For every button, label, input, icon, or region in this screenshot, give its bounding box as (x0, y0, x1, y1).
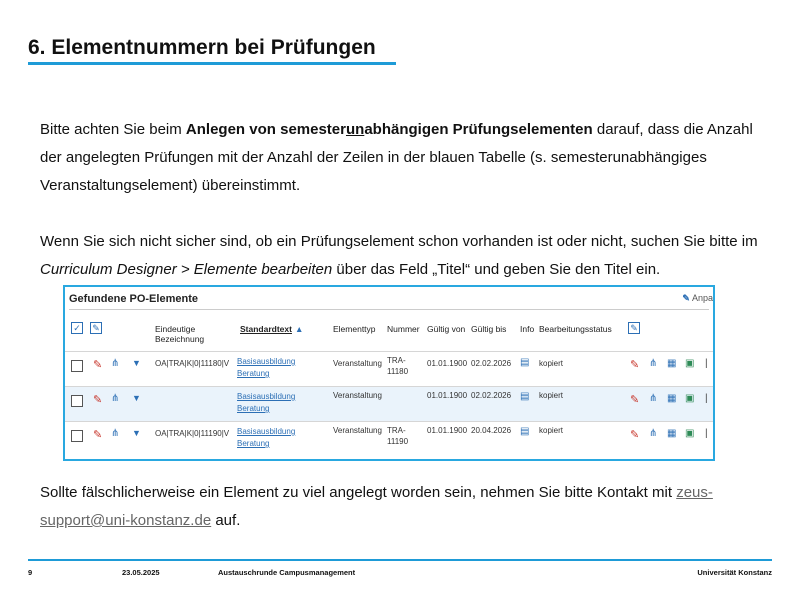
info-book-icon[interactable]: ▤ (520, 391, 530, 402)
row-standardtext-link[interactable]: Basisausbildung (237, 357, 296, 366)
pencil-icon: ✎ (682, 293, 690, 303)
adjust-link[interactable] (682, 293, 713, 304)
row-bezeichnung: OA|TRA|K|0|11190|V (155, 429, 230, 438)
header-action-icon[interactable]: ✎ (628, 322, 640, 334)
footer-organization: Universität Konstanz (697, 568, 772, 577)
adjust-label: Anpa (691, 293, 713, 303)
hierarchy-icon[interactable]: ⋔ (649, 428, 658, 439)
hierarchy-icon[interactable]: ⋔ (649, 393, 658, 404)
row-bezeichnung: OA|TRA|K|0|11180|V (155, 359, 230, 368)
grid-icon[interactable]: ▦ (667, 358, 677, 369)
paragraph-2 (40, 228, 760, 284)
header-gueltig-bis: Gültig bis (471, 324, 507, 334)
row-checkbox[interactable] (71, 360, 83, 372)
separator-icon: | (705, 428, 708, 439)
page-title: 6. Elementnummern bei Prüfungen (28, 36, 376, 59)
row-gueltig-bis: 20.04.2026 (471, 426, 512, 435)
table-row (65, 386, 713, 421)
row-checkbox[interactable] (71, 395, 83, 407)
row-gueltig-von: 01.01.1900 (427, 359, 468, 368)
header-bezeichnung: Eindeutige Bezeichnung (155, 324, 205, 344)
edit-pencil-icon[interactable]: ✎ (630, 394, 640, 406)
header-nummer: Nummer (387, 324, 420, 334)
footer-divider (28, 559, 772, 561)
header-gueltig-von: Gültig von (427, 324, 466, 334)
row-elementtyp: Veranstaltung (333, 391, 382, 400)
p1-text-1: Bitte achten Sie beim (40, 121, 186, 138)
row-standardtext-link[interactable]: Basisausbildung (237, 427, 296, 436)
table-row (65, 421, 713, 456)
p2-italic-path: Curriculum Designer > Elemente bearbeiten (40, 261, 333, 278)
hierarchy-icon[interactable]: ⋔ (111, 428, 120, 439)
header-info: Info (520, 324, 535, 334)
chevron-down-icon[interactable]: ▼ (132, 393, 141, 403)
hierarchy-icon[interactable]: ⋔ (111, 358, 120, 369)
separator-icon: | (705, 393, 708, 404)
paragraph-3 (40, 479, 760, 535)
p1-bold-1: Anlegen von semester (185, 121, 346, 138)
table-header (65, 319, 713, 349)
chevron-down-icon[interactable]: ▼ (132, 358, 141, 368)
p1-bold-2: abhängigen Prüfungselementen (364, 121, 593, 138)
row-standardtext-link[interactable]: Basisausbildung (237, 392, 296, 401)
calendar-icon[interactable]: ▣ (685, 428, 695, 439)
panel-title: Gefundene PO-Elemente (69, 293, 198, 305)
info-book-icon[interactable]: ▤ (520, 357, 530, 368)
row-elementtyp: Veranstaltung (333, 359, 382, 368)
sort-up-icon: ▲ (294, 324, 304, 334)
p2-text-1: Wenn Sie sich nicht sicher sind, ob ein Prüfungselement schon vorhanden ist oder nicht, suchen Sie bitte im (40, 233, 758, 250)
row-status: kopiert (539, 391, 564, 400)
row-nummer-1: TRA- (387, 426, 406, 435)
info-book-icon[interactable]: ▤ (520, 426, 530, 437)
support-email-link[interactable]: zeus-support@uni-konstanz.de (40, 484, 713, 529)
row-gueltig-von: 01.01.1900 (427, 426, 468, 435)
row-gueltig-bis: 02.02.2026 (471, 359, 512, 368)
po-elements-screenshot (63, 285, 715, 461)
panel-divider (69, 309, 709, 310)
edit-pencil-icon[interactable]: ✎ (630, 429, 640, 441)
row-nummer-2: 11190 (387, 437, 409, 446)
edit-pencil-icon[interactable]: ✎ (630, 359, 640, 371)
p1-text-2: darauf, dass die Anzahl der angelegten Prüfungen mit der Anzahl der Zeilen in der blauen Tabelle (s. semesterunabhängiges Veranstaltungselement) übereinstimmt. (40, 121, 753, 194)
hierarchy-icon[interactable]: ⋔ (111, 393, 120, 404)
header-standardtext-label: Standardtext (240, 324, 292, 334)
p2-text-2: über das Feld „Titel“ und geben Sie den Titel ein. (332, 261, 661, 278)
row-standardtext-link-2[interactable]: Beratung (237, 369, 270, 378)
calendar-icon[interactable]: ▣ (685, 358, 695, 369)
grid-icon[interactable]: ▦ (667, 393, 677, 404)
header-standardtext[interactable] (240, 324, 303, 334)
row-nummer-1: TRA- (387, 356, 406, 365)
p3-text-1: Sollte fälschlicherweise ein Element zu viel angelegt worden sein, nehmen Sie bitte Kontakt mit (40, 484, 677, 501)
row-gueltig-bis: 02.02.2026 (471, 391, 512, 400)
select-all-checkbox-icon[interactable]: ✓ (71, 322, 83, 334)
edit-selected-icon[interactable]: ✎ (90, 322, 102, 334)
hierarchy-icon[interactable]: ⋔ (649, 358, 658, 369)
paragraph-1 (40, 116, 760, 200)
row-standardtext-link-2[interactable]: Beratung (237, 439, 270, 448)
p3-text-2: auf. (211, 512, 241, 529)
row-gueltig-von: 01.01.1900 (427, 391, 468, 400)
row-checkbox[interactable] (71, 430, 83, 442)
edit-pencil-icon[interactable]: ✎ (93, 394, 103, 406)
table-row (65, 351, 713, 386)
row-elementtyp: Veranstaltung (333, 426, 382, 435)
p1-bold-underline: un (345, 121, 365, 138)
header-status: Bearbeitungsstatus (539, 324, 612, 334)
row-status: kopiert (539, 359, 564, 368)
edit-pencil-icon[interactable]: ✎ (93, 429, 103, 441)
row-standardtext-link-2[interactable]: Beratung (237, 404, 270, 413)
title-underline (28, 62, 396, 65)
chevron-down-icon[interactable]: ▼ (132, 428, 141, 438)
row-nummer-2: 11180 (387, 367, 409, 376)
header-elementtyp: Elementtyp (333, 324, 376, 334)
footer-date: 23.05.2025 (122, 568, 160, 577)
grid-icon[interactable]: ▦ (667, 428, 677, 439)
page-number: 9 (28, 568, 33, 577)
row-status: kopiert (539, 426, 564, 435)
edit-pencil-icon[interactable]: ✎ (93, 359, 103, 371)
calendar-icon[interactable]: ▣ (685, 393, 695, 404)
separator-icon: | (705, 358, 708, 369)
footer-title: Austauschrunde Campusmanagement (218, 568, 356, 577)
